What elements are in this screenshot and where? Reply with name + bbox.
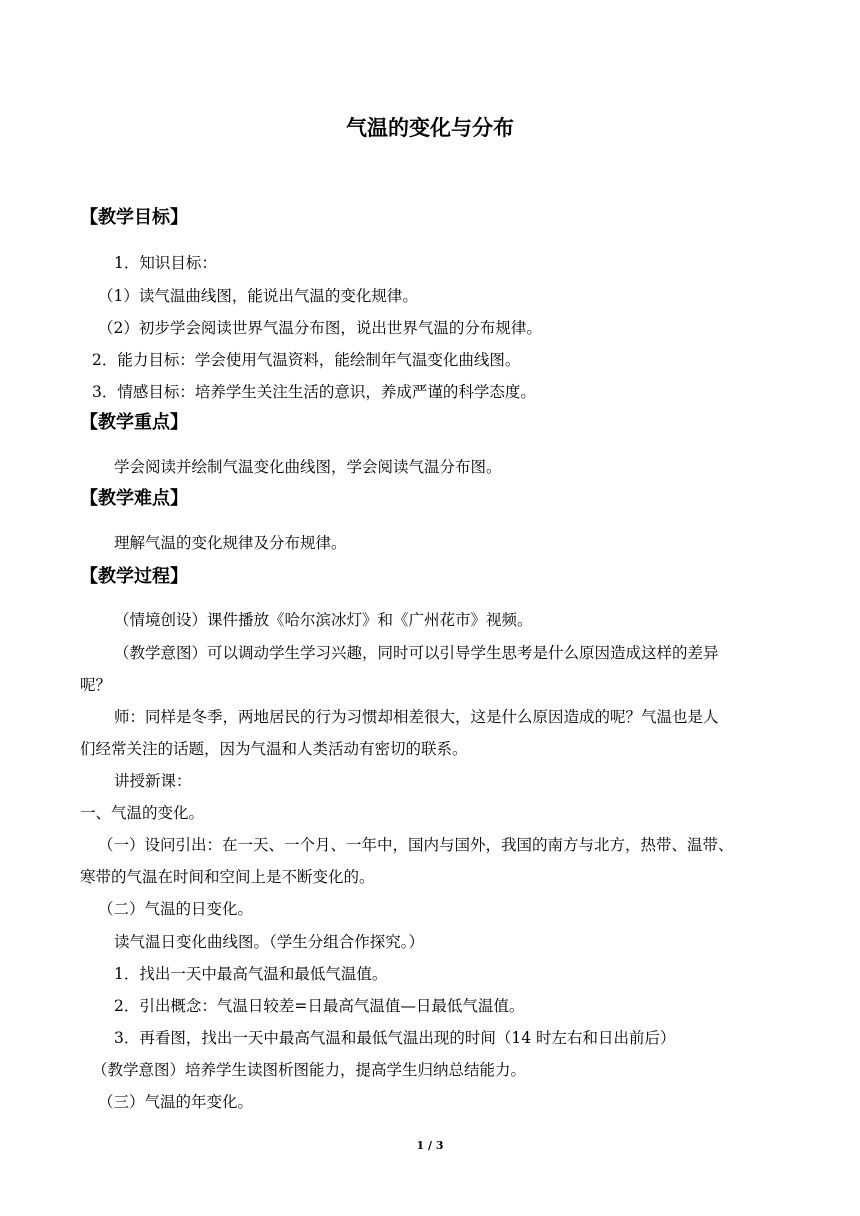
difficulties-text: 理解气温的变化规律及分布规律。 — [114, 534, 347, 552]
process-line: 讲授新课： — [114, 772, 192, 790]
process-line: 寒带的气温在时间和空间上是不断变化的。 — [80, 868, 375, 886]
section-heading-goals: 【教学目标】 — [80, 207, 188, 228]
goals-line: 1．知识目标： — [114, 254, 217, 272]
goals-line: 3．情感目标：培养学生关注生活的意识，养成严谨的科学态度。 — [92, 383, 536, 401]
process-line: 呢？ — [80, 676, 112, 694]
goals-line: （2）初步学会阅读世界气温分布图，说出世界气温的分布规律。 — [98, 319, 542, 337]
section-heading-keypoints: 【教学重点】 — [80, 412, 188, 433]
process-line: 2．引出概念：气温日较差=日最高气温值—日最低气温值。 — [114, 997, 525, 1015]
process-line: 读气温日变化曲线图。（学生分组合作探究。） — [114, 933, 425, 951]
section-heading-difficulties: 【教学难点】 — [80, 488, 188, 509]
process-line: 们经常关注的话题，因为气温和人类活动有密切的联系。 — [80, 740, 468, 758]
goals-line: 2．能力目标：学会使用气温资料，能绘制年气温变化曲线图。 — [92, 351, 521, 369]
document-title: 气温的变化与分布 — [346, 116, 514, 140]
process-line: 一、气温的变化。 — [80, 804, 205, 822]
process-line: （情境创设）课件播放《哈尔滨冰灯》和《广州花市》视频。 — [114, 611, 533, 629]
process-line: （教学意图）可以调动学生学习兴趣，同时可以引导学生思考是什么原因造成这样的差异 — [114, 644, 719, 662]
process-line: 1．找出一天中最高气温和最低气温值。 — [114, 965, 388, 983]
process-line: （三）气温的年变化。 — [98, 1093, 254, 1111]
keypoints-text: 学会阅读并绘制气温变化曲线图，学会阅读气温分布图。 — [114, 458, 502, 476]
goals-line: （1）读气温曲线图，能说出气温的变化规律。 — [98, 287, 418, 305]
page-number: 1 / 3 — [416, 1139, 444, 1152]
section-heading-process: 【教学过程】 — [80, 566, 188, 587]
process-line: （二）气温的日变化。 — [98, 900, 254, 918]
process-line: （一）设问引出：在一天、一个月、一年中，国内与国外，我国的南方与北方，热带、温带、 — [98, 836, 734, 854]
process-line: 3．再看图，找出一天中最高气温和最低气温出现的时间（14 时左右和日出前后） — [114, 1029, 676, 1047]
process-line: 师：同样是冬季，两地居民的行为习惯却相差很大，这是什么原因造成的呢？气温也是人 — [114, 708, 719, 726]
process-line: （教学意图）培养学生读图析图能力，提高学生归纳总结能力。 — [92, 1061, 527, 1079]
